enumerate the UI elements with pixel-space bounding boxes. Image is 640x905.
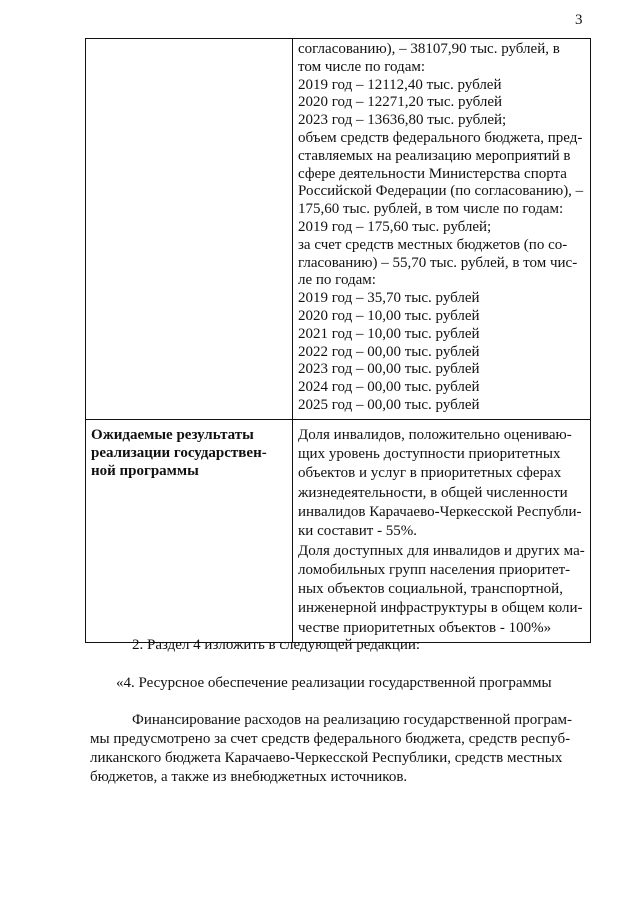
results-label-line: ной программы [91,462,199,479]
financing-line: 2023 год – 13636,80 тыс. рублей; [298,112,507,129]
financing-line: ле по годам: [298,272,376,289]
results-line: ломобильных групп населения приоритет- [298,561,571,578]
financing-line: сфере деятельности Министерства спорта [298,165,567,182]
paragraph-line: ликанского бюджета Карачаево-Черкесской Республики, средств местных [90,750,563,766]
results-label-line: реализации государствен- [91,444,267,461]
results-label-cell [86,419,293,642]
financing-line: Российской Федерации (по согласованию), – [298,183,584,200]
financing-line: 175,60 тыс. рублей, в том числе по годам: [298,201,564,218]
results-line: жизнедеятельности, в общей численности [298,484,568,501]
financing-line: 2020 год – 12271,20 тыс. рублей [298,94,503,111]
results-label-line: Ожидаемые результаты [91,426,254,443]
financing-line: 2020 год – 10,00 тыс. рублей [298,307,480,324]
financing-line: 2025 год – 00,00 тыс. рублей [298,396,480,413]
financing-line: объем средств федерального бюджета, пред- [298,129,583,146]
section-change-paragraph: 2. Раздел 4 изложить в следующей редакции: [132,637,421,653]
results-line: честве приоритетных объектов - 100%» [298,619,552,636]
results-line: Доля инвалидов, положительно оцениваю- [298,426,572,443]
results-line: инвалидов Карачаево-Черкесской Республи- [298,503,582,520]
table-row-results [86,419,591,642]
financing-line: том числе по годам: [298,58,426,75]
section-heading: «4. Ресурсное обеспечение реализации государственной программы [116,675,552,691]
financing-paragraph [90,711,590,787]
results-line: инженерной инфраструктуры в общем коли- [298,600,583,617]
financing-line: 2024 год – 00,00 тыс. рублей [298,379,480,396]
financing-line: 2021 год – 10,00 тыс. рублей [298,325,480,342]
financing-line: ставляемых на реализацию мероприятий в [298,147,571,164]
page-number: 3 [575,12,583,28]
results-line: щих уровень доступности приоритетных [298,446,561,463]
paragraph-line: Финансирование расходов на реализацию государственной програм- [132,712,573,728]
table-row-financing [86,39,591,420]
program-passport-table [85,38,591,643]
financing-line: согласованию), – 38107,90 тыс. рублей, в [298,41,560,57]
financing-line: 2023 год – 00,00 тыс. рублей [298,361,480,378]
results-line: Доля доступных для инвалидов и других ма- [298,542,585,559]
financing-label-cell [86,39,293,420]
results-line: ных объектов социальной, транспортной, [298,581,563,598]
financing-line: за счет средств местных бюджетов (по со- [298,236,568,253]
paragraph-line: бюджетов, а также из внебюджетных источников. [90,769,408,785]
financing-line: 2019 год – 35,70 тыс. рублей [298,290,480,307]
financing-line: гласованию) – 55,70 тыс. рублей, в том чис- [298,254,578,271]
financing-line: 2022 год – 00,00 тыс. рублей [298,343,480,360]
paragraph-line: мы предусмотрено за счет средств федерального бюджета, средств респуб- [90,731,571,747]
financing-line: 2019 год – 12112,40 тыс. рублей [298,76,502,93]
results-line: ки составит - 55%. [298,523,418,540]
financing-line: 2019 год – 175,60 тыс. рублей; [298,218,492,235]
financing-value-cell [293,39,591,420]
results-value-cell [293,419,591,642]
results-line: объектов и услуг в приоритетных сферах [298,465,562,482]
